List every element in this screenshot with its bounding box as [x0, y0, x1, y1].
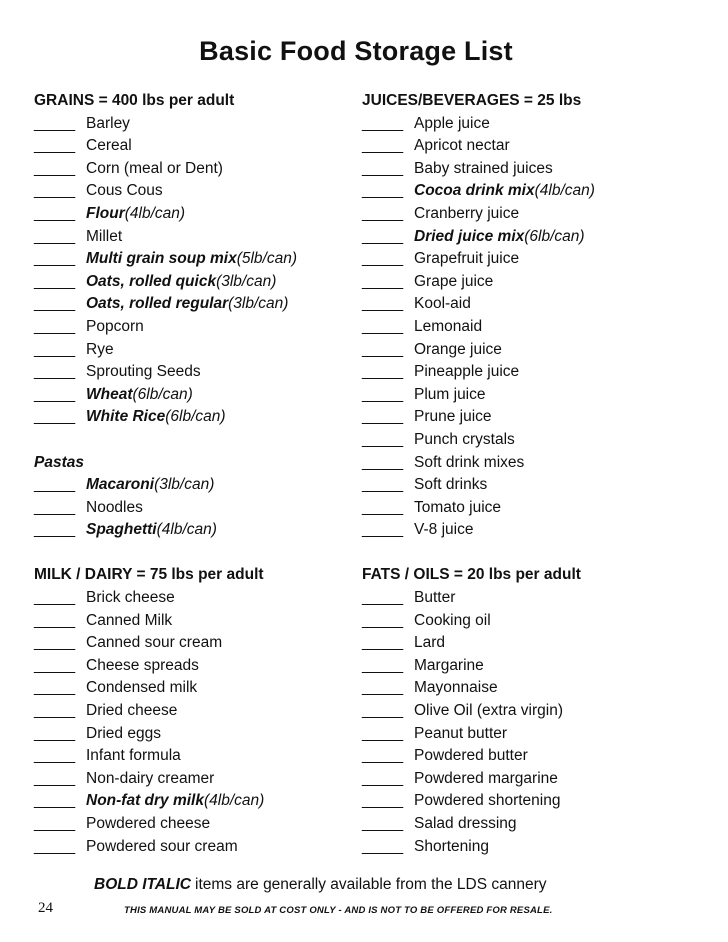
item-name: Salad dressing	[414, 815, 517, 832]
list-item	[34, 700, 354, 723]
item-name: Non-dairy creamer	[86, 769, 215, 787]
checkbox-blank[interactable]	[34, 248, 82, 271]
checkbox-blank[interactable]	[362, 113, 410, 136]
checkbox-blank[interactable]	[362, 768, 410, 791]
checkbox-blank[interactable]	[34, 203, 82, 226]
item-name: White Rice	[86, 408, 166, 426]
checkbox-blank[interactable]	[362, 655, 410, 678]
list-item	[362, 723, 692, 746]
item-name: Apricot nectar	[414, 137, 510, 155]
checkbox-blank[interactable]	[362, 361, 410, 384]
item-name: Soft drink mixes	[414, 453, 525, 471]
item-name: Multi grain soup mix	[86, 250, 237, 268]
checkbox-blank[interactable]	[362, 226, 410, 249]
checkbox-blank[interactable]	[34, 813, 82, 836]
checkbox-blank[interactable]	[362, 836, 410, 859]
grains-heading: GRAINS = 400 lbs per adult	[34, 92, 235, 109]
resale-notice: THIS MANUAL MAY BE SOLD AT COST ONLY - AND IS NOT TO BE OFFERED FOR RESALE.	[124, 905, 553, 916]
list-item	[362, 429, 692, 452]
fats-heading: FATS / OILS = 20 lbs per adult	[362, 566, 581, 584]
list-item	[34, 135, 354, 158]
right-column	[362, 90, 692, 858]
checkbox-blank[interactable]	[362, 700, 410, 723]
item-name: Canned Milk	[86, 611, 173, 629]
item-name: Grapefruit juice	[414, 250, 520, 268]
item-name: Punch crystals	[414, 430, 515, 448]
checkbox-blank[interactable]	[362, 723, 410, 746]
list-item	[362, 632, 692, 655]
list-item	[34, 745, 354, 768]
item-note: (6lb/can)	[132, 385, 193, 403]
checkbox-blank[interactable]	[34, 700, 82, 723]
checkbox-blank[interactable]	[362, 519, 410, 542]
list-item	[34, 271, 354, 294]
spacer	[34, 429, 354, 452]
list-item	[34, 632, 354, 655]
checkbox-blank[interactable]	[362, 429, 410, 452]
checkbox-blank[interactable]	[34, 519, 82, 542]
list-item	[362, 813, 692, 836]
item-name: Grape juice	[414, 272, 494, 290]
checkbox-blank[interactable]	[34, 745, 82, 768]
list-item	[362, 158, 692, 181]
list-item	[362, 519, 692, 542]
list-item	[34, 158, 354, 181]
checkbox-blank[interactable]	[34, 339, 82, 362]
legend-text: items are generally available from the LDS cannery	[195, 876, 547, 893]
checkbox-blank[interactable]	[34, 587, 82, 610]
pastas-heading: Pastas	[34, 453, 84, 471]
list-item	[362, 655, 692, 678]
checkbox-blank[interactable]	[362, 587, 410, 610]
left-column	[34, 90, 354, 858]
list-item	[34, 655, 354, 678]
checkbox-blank[interactable]	[362, 632, 410, 655]
item-name: Apple juice	[414, 114, 490, 132]
item-note: (3lb/can)	[228, 295, 289, 313]
item-name: Flour	[86, 204, 125, 222]
list-item	[34, 813, 354, 836]
item-note: (4lb/can)	[534, 182, 595, 200]
checkbox-blank[interactable]	[362, 316, 410, 339]
list-item	[34, 836, 354, 859]
item-name: Olive Oil (extra virgin)	[414, 702, 563, 720]
checkbox-blank[interactable]	[34, 316, 82, 339]
list-item	[362, 677, 692, 700]
checkbox-blank[interactable]	[362, 271, 410, 294]
checkbox-blank[interactable]	[362, 180, 410, 203]
list-item	[362, 226, 692, 249]
list-item	[362, 768, 692, 791]
item-name: Baby strained juices	[414, 159, 553, 177]
list-item	[362, 316, 692, 339]
item-name: Popcorn	[86, 317, 144, 335]
legend-bold-italic-label: BOLD ITALIC	[94, 876, 192, 893]
milk-heading: MILK / DAIRY = 75 lbs per adult	[34, 566, 264, 584]
list-item	[362, 700, 692, 723]
checkbox-blank[interactable]	[34, 497, 82, 520]
item-name: Tomato juice	[414, 498, 502, 516]
item-name: Butter	[414, 589, 456, 607]
checkbox-blank[interactable]	[362, 497, 410, 520]
list-item	[362, 248, 692, 271]
list-item	[362, 384, 692, 407]
checkbox-blank[interactable]	[362, 452, 410, 475]
item-note: (3lb/can)	[154, 476, 215, 494]
item-name: Sprouting Seeds	[86, 363, 201, 381]
item-name: Cooking oil	[414, 611, 491, 629]
checkbox-blank[interactable]	[34, 293, 82, 316]
item-name: Prune juice	[414, 408, 492, 426]
item-name: Wheat	[86, 385, 133, 403]
list-item	[362, 293, 692, 316]
item-name: Lard	[414, 634, 446, 652]
list-item	[362, 836, 692, 859]
list-item	[34, 474, 354, 497]
item-name: Oats, rolled quick	[86, 272, 217, 290]
juices-list	[362, 113, 692, 542]
checkbox-blank[interactable]	[34, 226, 82, 249]
grains-list	[34, 113, 354, 429]
list-item	[362, 745, 692, 768]
checkbox-blank[interactable]	[34, 158, 82, 181]
list-item	[34, 610, 354, 633]
item-name: Kool-aid	[414, 295, 471, 313]
checkbox-blank[interactable]	[34, 361, 82, 384]
list-item	[362, 339, 692, 362]
milk-list	[34, 587, 354, 858]
item-name: Powdered shortening	[414, 792, 561, 810]
item-name: Orange juice	[414, 340, 502, 358]
item-name: Mayonnaise	[414, 679, 498, 697]
item-name: Macaroni	[86, 476, 155, 494]
checkbox-blank[interactable]	[362, 677, 410, 700]
item-name: Dried cheese	[86, 702, 178, 720]
item-name: Cereal	[86, 137, 132, 155]
checkbox-blank[interactable]	[34, 790, 82, 813]
checkbox-blank[interactable]	[34, 406, 82, 429]
list-item	[34, 248, 354, 271]
spacer	[362, 542, 692, 565]
checkbox-blank[interactable]	[362, 610, 410, 633]
item-note: (6lb/can)	[524, 227, 585, 245]
list-item	[34, 768, 354, 791]
item-name: Margarine	[414, 656, 484, 674]
checkbox-blank[interactable]	[34, 836, 82, 859]
checkbox-blank[interactable]	[362, 339, 410, 362]
checkbox-blank[interactable]	[34, 677, 82, 700]
item-name: Canned sour cream	[86, 634, 223, 652]
item-name: Cous Cous	[86, 182, 163, 200]
checkbox-blank[interactable]	[34, 632, 82, 655]
list-item	[362, 113, 692, 136]
list-item	[34, 406, 354, 429]
list-item	[34, 203, 354, 226]
checkbox-blank[interactable]	[362, 384, 410, 407]
item-name: Shortening	[414, 837, 489, 855]
item-name: Condensed milk	[86, 679, 198, 697]
checkbox-blank[interactable]	[362, 474, 410, 497]
list-item	[362, 180, 692, 203]
checkbox-blank[interactable]	[34, 180, 82, 203]
item-name: Barley	[86, 114, 130, 132]
list-item	[34, 519, 354, 542]
checkbox-blank[interactable]	[34, 271, 82, 294]
checkbox-blank[interactable]	[362, 790, 410, 813]
list-item	[34, 677, 354, 700]
list-item	[362, 587, 692, 610]
page-number: 24	[38, 900, 53, 916]
checkbox-blank[interactable]	[34, 768, 82, 791]
checkbox-blank[interactable]	[34, 723, 82, 746]
item-name: Infant formula	[86, 747, 181, 765]
item-name: Peanut butter	[414, 724, 508, 742]
list-item	[362, 271, 692, 294]
item-name: Lemonaid	[414, 317, 483, 335]
list-item	[34, 113, 354, 136]
list-item	[362, 135, 692, 158]
item-name: Dried eggs	[86, 724, 161, 742]
item-note: (4lb/can)	[203, 792, 265, 810]
list-item	[34, 790, 354, 813]
list-item	[362, 361, 692, 384]
checkbox-blank[interactable]	[362, 813, 410, 836]
list-item	[34, 587, 354, 610]
list-item	[362, 406, 692, 429]
legend-note	[94, 876, 547, 894]
item-name: Oats, rolled regular	[86, 295, 229, 313]
item-name: Powdered sour cream	[86, 837, 238, 855]
checkbox-blank[interactable]	[34, 474, 82, 497]
checkbox-blank[interactable]	[362, 158, 410, 181]
checkbox-blank[interactable]	[362, 135, 410, 158]
item-name: Plum juice	[414, 385, 486, 403]
item-name: Cranberry juice	[414, 204, 520, 222]
item-note: (4lb/can)	[156, 521, 217, 539]
item-name: Rye	[86, 340, 114, 358]
item-name: Powdered butter	[414, 747, 528, 765]
item-name: Powdered cheese	[86, 815, 211, 832]
checkbox-blank[interactable]	[34, 610, 82, 633]
list-item	[34, 384, 354, 407]
item-name: Spaghetti	[86, 521, 157, 539]
checkbox-blank[interactable]	[362, 745, 410, 768]
item-name: V-8 juice	[414, 521, 474, 539]
item-name: Cheese spreads	[86, 656, 199, 674]
list-item	[362, 452, 692, 475]
item-note: (3lb/can)	[216, 272, 277, 290]
list-item	[34, 226, 354, 249]
item-name: Brick cheese	[86, 589, 175, 607]
list-item	[34, 723, 354, 746]
item-note: (6lb/can)	[165, 408, 226, 426]
item-name: Non-fat dry milk	[86, 792, 204, 810]
list-item	[362, 610, 692, 633]
list-item	[34, 339, 354, 362]
item-name: Pineapple juice	[414, 363, 520, 381]
checkbox-blank[interactable]	[362, 203, 410, 226]
list-item	[362, 474, 692, 497]
page-title: Basic Food Storage List	[199, 36, 513, 66]
item-name: Soft drinks	[414, 476, 488, 494]
pastas-list	[34, 474, 354, 542]
list-item	[34, 293, 354, 316]
spacer	[34, 542, 354, 565]
checkbox-blank[interactable]	[34, 135, 82, 158]
checkbox-blank[interactable]	[34, 384, 82, 407]
list-item	[362, 497, 692, 520]
checkbox-blank[interactable]	[362, 248, 410, 271]
item-name: Dried juice mix	[414, 227, 525, 245]
list-item	[34, 180, 354, 203]
item-name: Corn (meal or Dent)	[86, 159, 223, 177]
item-name: Cocoa drink mix	[414, 182, 535, 200]
checkbox-blank[interactable]	[34, 655, 82, 678]
checkbox-blank[interactable]	[362, 406, 410, 429]
list-item	[34, 316, 354, 339]
juices-heading: JUICES/BEVERAGES = 25 lbs	[362, 92, 582, 109]
fats-list	[362, 587, 692, 858]
item-name: Millet	[86, 227, 123, 245]
list-item	[362, 203, 692, 226]
item-name: Powdered margarine	[414, 769, 558, 787]
item-note: (4lb/can)	[124, 204, 186, 222]
checkbox-blank[interactable]	[34, 113, 82, 136]
list-item	[34, 361, 354, 384]
list-item	[34, 497, 354, 520]
item-name: Noodles	[86, 498, 143, 516]
checkbox-blank[interactable]	[362, 293, 410, 316]
item-note: (5lb/can)	[236, 250, 298, 268]
list-item	[362, 790, 692, 813]
